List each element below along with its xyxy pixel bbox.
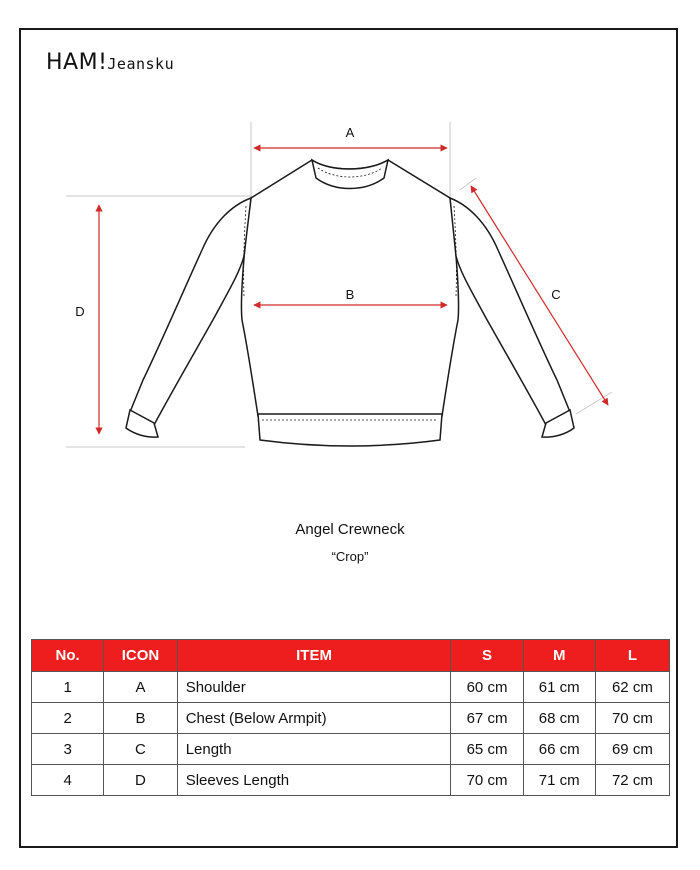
cell-icon: C	[104, 734, 177, 765]
cell-no: 1	[32, 672, 104, 703]
cell-item: Sleeves Length	[177, 765, 451, 796]
size-chart-table	[31, 639, 670, 796]
cell-l: 72 cm	[595, 765, 669, 796]
cell-item: Shoulder	[177, 672, 451, 703]
label-c: C	[551, 287, 561, 302]
label-d: D	[75, 304, 85, 319]
brand-name: HAM	[46, 50, 99, 75]
header-icon: ICON	[104, 640, 177, 672]
header-item: ITEM	[177, 640, 451, 672]
cell-s: 65 cm	[451, 734, 523, 765]
label-b: B	[345, 287, 355, 302]
cell-m: 61 cm	[523, 672, 595, 703]
cell-item: Length	[177, 734, 451, 765]
cell-icon: A	[104, 672, 177, 703]
sweater-outline	[126, 160, 574, 446]
cell-m: 68 cm	[523, 703, 595, 734]
table-header-row	[32, 640, 670, 672]
cell-s: 67 cm	[451, 703, 523, 734]
header-s: S	[451, 640, 523, 672]
product-variant: “Crop”	[331, 549, 369, 564]
cell-no: 3	[32, 734, 104, 765]
cell-l: 69 cm	[595, 734, 669, 765]
brand-suffix: Jeansku	[107, 55, 175, 73]
header-no: No.	[32, 640, 104, 672]
cell-s: 60 cm	[451, 672, 523, 703]
table-row	[32, 765, 670, 796]
table-row	[32, 734, 670, 765]
table-row	[32, 672, 670, 703]
cell-icon: B	[104, 703, 177, 734]
cell-m: 66 cm	[523, 734, 595, 765]
cell-l: 70 cm	[595, 703, 669, 734]
cell-l: 62 cm	[595, 672, 669, 703]
brand-mark: !	[98, 50, 108, 75]
cell-icon: D	[104, 765, 177, 796]
header-m: M	[523, 640, 595, 672]
header-l: L	[595, 640, 669, 672]
product-name: Angel Crewneck	[295, 521, 405, 538]
label-a: A	[345, 125, 355, 140]
cell-s: 70 cm	[451, 765, 523, 796]
cell-m: 71 cm	[523, 765, 595, 796]
table-row	[32, 703, 670, 734]
cell-item: Chest (Below Armpit)	[177, 703, 451, 734]
cell-no: 2	[32, 703, 104, 734]
cell-no: 4	[32, 765, 104, 796]
